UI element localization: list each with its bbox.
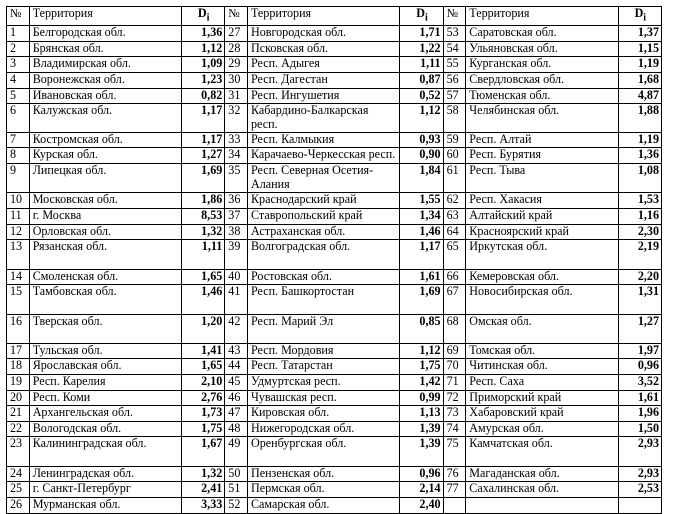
cell-territory: Оренбургская обл. (247, 437, 399, 466)
table-row (7, 406, 662, 422)
cell-territory: Владимирская обл. (29, 57, 181, 73)
cell-num: 17 (7, 343, 30, 359)
table-row (7, 421, 662, 437)
header-d-subscript: i (424, 12, 428, 24)
cell-num: 5 (7, 88, 30, 104)
cell-d-value: 1,96 (618, 406, 661, 422)
cell-num: 35 (225, 163, 248, 192)
cell-territory: Карачаево-Черкесская респ. (247, 148, 399, 164)
cell-territory: Ярославская обл. (29, 359, 181, 375)
cell-num: 54 (443, 41, 466, 57)
cell-territory: Кабардино-Балкарская респ. (247, 104, 399, 133)
cell-d-value: 1,65 (182, 269, 225, 285)
cell-num: 25 (7, 482, 30, 498)
cell-territory: Респ. Коми (29, 390, 181, 406)
cell-num: 57 (443, 88, 466, 104)
cell-territory: Томская обл. (466, 343, 618, 359)
cell-d-value: 1,61 (618, 390, 661, 406)
cell-d-value: 0,93 (400, 132, 443, 148)
cell-d-value: 2,41 (182, 482, 225, 498)
cell-territory: Кемеровская обл. (466, 269, 618, 285)
cell-d-value: 1,55 (400, 193, 443, 209)
cell-num: 62 (443, 193, 466, 209)
cell-d-value: 1,97 (618, 343, 661, 359)
cell-num: 24 (7, 466, 30, 482)
cell-num: 64 (443, 224, 466, 240)
cell-num: 11 (7, 208, 30, 224)
cell-num: 65 (443, 240, 466, 269)
cell-territory: Липецкая обл. (29, 163, 181, 192)
cell-num: 51 (225, 482, 248, 498)
cell-territory: Пермская обл. (247, 482, 399, 498)
cell-territory: Сахалинская обл. (466, 482, 618, 498)
table-row (7, 208, 662, 224)
header-d-letter: D (197, 6, 207, 20)
cell-territory: Смоленская обл. (29, 269, 181, 285)
table-row (7, 163, 662, 192)
cell-territory: Брянская обл. (29, 41, 181, 57)
cell-num: 22 (7, 421, 30, 437)
table-body (7, 26, 662, 513)
cell-d-value: 1,17 (182, 132, 225, 148)
cell-num: 69 (443, 343, 466, 359)
cell-d-value: 1,50 (618, 421, 661, 437)
cell-territory: Омская обл. (466, 314, 618, 343)
cell-territory: г. Санкт-Петербург (29, 482, 181, 498)
cell-num: 43 (225, 343, 248, 359)
cell-num: 19 (7, 375, 30, 391)
cell-d-value: 1,46 (400, 224, 443, 240)
cell-territory: Воронежская обл. (29, 72, 181, 88)
cell-num: 30 (225, 72, 248, 88)
cell-num: 76 (443, 466, 466, 482)
header-territory: Территория (466, 7, 618, 26)
cell-d-value: 1,12 (400, 104, 443, 133)
cell-d-value: 1,15 (618, 41, 661, 57)
cell-d-value: 0,85 (400, 314, 443, 343)
cell-d-value: 1,65 (182, 359, 225, 375)
cell-territory: Псковская обл. (247, 41, 399, 57)
cell-territory: Респ. Дагестан (247, 72, 399, 88)
cell-d-value: 1,41 (182, 343, 225, 359)
cell-territory: Чувашская респ. (247, 390, 399, 406)
cell-num: 63 (443, 208, 466, 224)
table-row (7, 41, 662, 57)
cell-territory: Тульская обл. (29, 343, 181, 359)
cell-num: 49 (225, 437, 248, 466)
cell-num: 53 (443, 26, 466, 42)
cell-territory: Новгородская обл. (247, 26, 399, 42)
cell-num: 74 (443, 421, 466, 437)
cell-d-value: 1,23 (182, 72, 225, 88)
cell-num: 60 (443, 148, 466, 164)
table-row (7, 437, 662, 466)
cell-num: 77 (443, 482, 466, 498)
cell-num: 72 (443, 390, 466, 406)
cell-d-value: 1,69 (182, 163, 225, 192)
cell-territory: Краснодарский край (247, 193, 399, 209)
cell-d-value: 1,34 (400, 208, 443, 224)
cell-num: 32 (225, 104, 248, 133)
cell-territory: Респ. Марий Эл (247, 314, 399, 343)
table-row (7, 193, 662, 209)
cell-num: 3 (7, 57, 30, 73)
cell-territory: Вологодская обл. (29, 421, 181, 437)
cell-num: 10 (7, 193, 30, 209)
cell-territory: Орловская обл. (29, 224, 181, 240)
cell-num: 40 (225, 269, 248, 285)
header-territory: Территория (247, 7, 399, 26)
table-row (7, 104, 662, 133)
table-row (7, 57, 662, 73)
cell-territory: Хабаровский край (466, 406, 618, 422)
cell-num: 71 (443, 375, 466, 391)
cell-territory: Московская обл. (29, 193, 181, 209)
cell-territory: Респ. Башкортостан (247, 285, 399, 314)
cell-d-value: 2,30 (618, 224, 661, 240)
cell-d-value: 1,39 (400, 437, 443, 466)
cell-d-value: 1,27 (618, 314, 661, 343)
cell-d-value: 1,11 (182, 240, 225, 269)
cell-num: 28 (225, 41, 248, 57)
cell-territory: Тверская обл. (29, 314, 181, 343)
cell-d-value: 2,10 (182, 375, 225, 391)
cell-num: 38 (225, 224, 248, 240)
cell-num: 59 (443, 132, 466, 148)
header-row (7, 7, 662, 26)
table-row (7, 314, 662, 343)
cell-territory: Новосибирская обл. (466, 285, 618, 314)
table-row (7, 148, 662, 164)
header-num: № (7, 7, 30, 26)
cell-territory: Респ. Северная Осетия-Алания (247, 163, 399, 192)
cell-num: 47 (225, 406, 248, 422)
cell-d-value: 1,68 (618, 72, 661, 88)
cell-d-value: 1,17 (400, 240, 443, 269)
table-row (7, 132, 662, 148)
cell-d-value: 0,96 (400, 466, 443, 482)
cell-num: 68 (443, 314, 466, 343)
table-row (7, 72, 662, 88)
cell-d-value: 1,86 (182, 193, 225, 209)
cell-territory: Респ. Алтай (466, 132, 618, 148)
cell-d-value: 2,76 (182, 390, 225, 406)
cell-territory: Тамбовская обл. (29, 285, 181, 314)
cell-territory: Респ. Карелия (29, 375, 181, 391)
cell-num: 9 (7, 163, 30, 192)
cell-d-value: 1,08 (618, 163, 661, 192)
cell-d-value: 1,53 (618, 193, 661, 209)
table-row (7, 390, 662, 406)
cell-num: 4 (7, 72, 30, 88)
cell-territory: Архангельская обл. (29, 406, 181, 422)
cell-territory: Нижегородская обл. (247, 421, 399, 437)
cell-territory: Свердловская обл. (466, 72, 618, 88)
header-num: № (225, 7, 248, 26)
cell-territory: Магаданская обл. (466, 466, 618, 482)
cell-d-value: 1,11 (400, 57, 443, 73)
cell-territory: Калининградская обл. (29, 437, 181, 466)
cell-d-value: 0,90 (400, 148, 443, 164)
table-row (7, 26, 662, 42)
table-row (7, 359, 662, 375)
header-territory: Территория (29, 7, 181, 26)
cell-num: 18 (7, 359, 30, 375)
cell-territory: Алтайский край (466, 208, 618, 224)
cell-d-value: 2,40 (400, 498, 443, 514)
table-row (7, 269, 662, 285)
table-row (7, 224, 662, 240)
cell-d-value: 1,37 (618, 26, 661, 42)
cell-d-value: 1,42 (400, 375, 443, 391)
cell-territory: Амурская обл. (466, 421, 618, 437)
cell-d-value: 1,17 (182, 104, 225, 133)
cell-territory: Приморский край (466, 390, 618, 406)
cell-d-value: 0,87 (400, 72, 443, 88)
cell-territory: Курская обл. (29, 148, 181, 164)
cell-d-value: 1,12 (182, 41, 225, 57)
header-d-letter: D (634, 6, 644, 20)
cell-d-value: 1,73 (182, 406, 225, 422)
header-num: № (443, 7, 466, 26)
cell-d-value: 1,31 (618, 285, 661, 314)
cell-d-value: 1,19 (618, 57, 661, 73)
cell-territory: Ставропольский край (247, 208, 399, 224)
cell-territory: Респ. Мордовия (247, 343, 399, 359)
cell-d-value: 1,39 (400, 421, 443, 437)
cell-num: 55 (443, 57, 466, 73)
cell-territory: Костромская обл. (29, 132, 181, 148)
cell-territory: Ивановская обл. (29, 88, 181, 104)
cell-d-value: 8,53 (182, 208, 225, 224)
cell-d-value: 2,14 (400, 482, 443, 498)
cell-d-value: 2,93 (618, 466, 661, 482)
cell-territory: Челябинская обл. (466, 104, 618, 133)
cell-territory: Ульяновская обл. (466, 41, 618, 57)
cell-territory: Курганская обл. (466, 57, 618, 73)
cell-num: 20 (7, 390, 30, 406)
header-d (400, 7, 443, 26)
cell-num: 26 (7, 498, 30, 514)
cell-num: 8 (7, 148, 30, 164)
cell-num: 48 (225, 421, 248, 437)
cell-num: 42 (225, 314, 248, 343)
cell-territory: г. Москва (29, 208, 181, 224)
cell-num: 29 (225, 57, 248, 73)
cell-num: 75 (443, 437, 466, 466)
cell-territory: Респ. Татарстан (247, 359, 399, 375)
cell-d-value: 1,84 (400, 163, 443, 192)
cell-num: 39 (225, 240, 248, 269)
cell-territory: Рязанская обл. (29, 240, 181, 269)
cell-d-value: 1,88 (618, 104, 661, 133)
cell-territory: Самарская обл. (247, 498, 399, 514)
cell-d-value: 1,32 (182, 466, 225, 482)
cell-territory: Респ. Саха (466, 375, 618, 391)
cell-d-value: 1,22 (400, 41, 443, 57)
cell-num: 70 (443, 359, 466, 375)
cell-d-value: 1,20 (182, 314, 225, 343)
cell-territory: Респ. Тыва (466, 163, 618, 192)
cell-d-value: 1,32 (182, 224, 225, 240)
cell-territory: Респ. Ингушетия (247, 88, 399, 104)
cell-d-value: 1,69 (400, 285, 443, 314)
table-row (7, 343, 662, 359)
cell-num: 23 (7, 437, 30, 466)
header-d (618, 7, 661, 26)
cell-num: 37 (225, 208, 248, 224)
header-d (182, 7, 225, 26)
cell-num: 45 (225, 375, 248, 391)
cell-d-value: 2,19 (618, 240, 661, 269)
cell-d-value: 1,67 (182, 437, 225, 466)
cell-d-value: 1,13 (400, 406, 443, 422)
cell-territory: Кировская обл. (247, 406, 399, 422)
cell-territory: Удмуртская респ. (247, 375, 399, 391)
cell-territory: Тюменская обл. (466, 88, 618, 104)
cell-d-value: 3,52 (618, 375, 661, 391)
cell-d-value: 2,20 (618, 269, 661, 285)
cell-d-value: 1,71 (400, 26, 443, 42)
cell-d-value: 1,75 (400, 359, 443, 375)
cell-d-value: 0,99 (400, 390, 443, 406)
cell-num: 67 (443, 285, 466, 314)
cell-d-value: 1,16 (618, 208, 661, 224)
cell-num: 16 (7, 314, 30, 343)
cell-num: 56 (443, 72, 466, 88)
cell-d-value: 1,09 (182, 57, 225, 73)
cell-d-value: 3,33 (182, 498, 225, 514)
cell-num: 34 (225, 148, 248, 164)
cell-num: 31 (225, 88, 248, 104)
cell-d-value: 1,75 (182, 421, 225, 437)
cell-num: 14 (7, 269, 30, 285)
table-row (7, 88, 662, 104)
cell-territory: Красноярский край (466, 224, 618, 240)
cell-territory: Респ. Калмыкия (247, 132, 399, 148)
cell-territory: Ростовская обл. (247, 269, 399, 285)
cell-num: 2 (7, 41, 30, 57)
cell-d-value: 0,82 (182, 88, 225, 104)
cell-d-value: 1,61 (400, 269, 443, 285)
cell-num: 58 (443, 104, 466, 133)
cell-territory: Респ. Хакасия (466, 193, 618, 209)
cell-d-value: 2,53 (618, 482, 661, 498)
cell-territory: Астраханская обл. (247, 224, 399, 240)
cell-d-value: 1,27 (182, 148, 225, 164)
header-d-subscript: i (643, 12, 647, 24)
cell-num: 1 (7, 26, 30, 42)
cell-num: 33 (225, 132, 248, 148)
cell-territory: Иркутская обл. (466, 240, 618, 269)
cell-num: 15 (7, 285, 30, 314)
cell-territory: Камчатская обл. (466, 437, 618, 466)
cell-num: 21 (7, 406, 30, 422)
cell-num: 12 (7, 224, 30, 240)
cell-num: 61 (443, 163, 466, 192)
cell-num: 6 (7, 104, 30, 133)
cell-territory: Респ. Адыгея (247, 57, 399, 73)
cell-num: 44 (225, 359, 248, 375)
header-d-letter: D (416, 6, 425, 20)
cell-territory: Калужская обл. (29, 104, 181, 133)
cell-d-value: 2,93 (618, 437, 661, 466)
cell-num: 7 (7, 132, 30, 148)
cell-territory: Ленинградская обл. (29, 466, 181, 482)
cell-num: 36 (225, 193, 248, 209)
cell-num: 50 (225, 466, 248, 482)
cell-d-value: 4,87 (618, 88, 661, 104)
cell-num: 27 (225, 26, 248, 42)
cell-num: 41 (225, 285, 248, 314)
cell-num: 73 (443, 406, 466, 422)
cell-territory: Респ. Бурятия (466, 148, 618, 164)
cell-territory: Мурманская обл. (29, 498, 181, 514)
cell-num: 46 (225, 390, 248, 406)
cell-territory: Белгородская обл. (29, 26, 181, 42)
table-row (7, 375, 662, 391)
table-header (7, 7, 662, 26)
cell-d-value: 1,12 (400, 343, 443, 359)
cell-d-value: 1,46 (182, 285, 225, 314)
table-row (7, 285, 662, 314)
cell-num: 66 (443, 269, 466, 285)
table-row (7, 240, 662, 269)
cell-territory: Волгоградская обл. (247, 240, 399, 269)
table-row (7, 482, 662, 498)
cell-d-value: 0,96 (618, 359, 661, 375)
territory-index-table (6, 6, 662, 514)
cell-num: 52 (225, 498, 248, 514)
cell-d-value: 1,36 (182, 26, 225, 42)
cell-num: 13 (7, 240, 30, 269)
cell-territory: Читинская обл. (466, 359, 618, 375)
cell-d-value: 1,36 (618, 148, 661, 164)
cell-territory: Саратовская обл. (466, 26, 618, 42)
cell-territory: Пензенская обл. (247, 466, 399, 482)
cell-d-value: 1,19 (618, 132, 661, 148)
header-d-subscript: i (206, 12, 210, 24)
table-row (7, 466, 662, 482)
cell-d-value: 0,52 (400, 88, 443, 104)
